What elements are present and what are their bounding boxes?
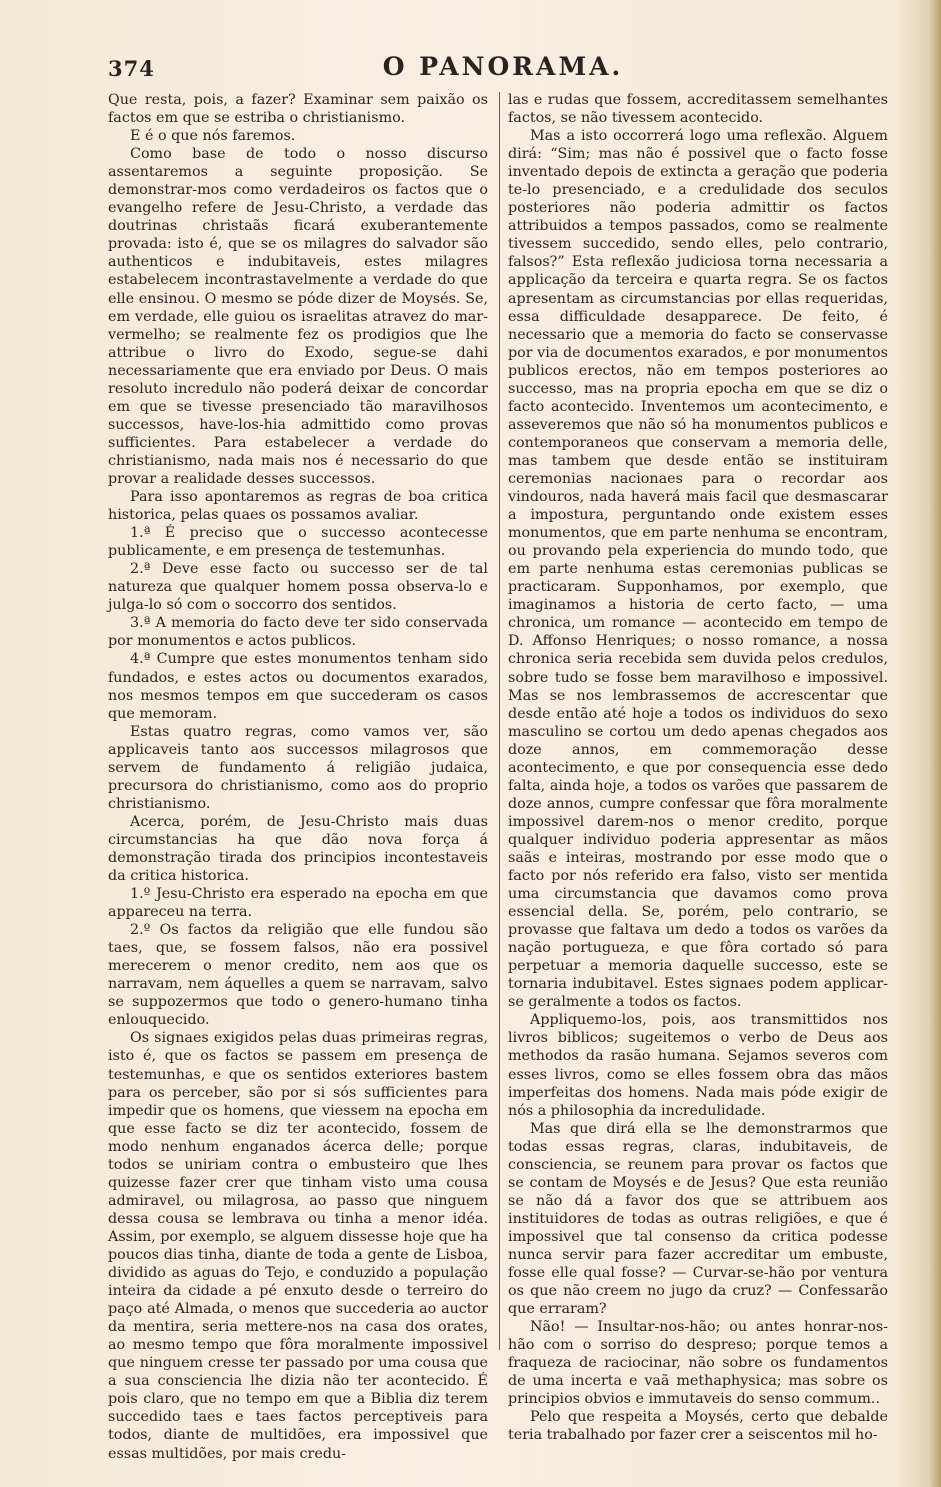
page-number: 374: [108, 56, 155, 81]
paragraph: Mas que dirá ella se lhe demonstrarmos que todas essas regras, claras, indubitaveis, de consciencia, se reunem para provar os factos que se contam de Moysés e de Jesus? Que esta reunião se não dá a favor dos que se attribuem aos instituidores de todas as outras religiões, e que é impossivel que tal consenso da critica podesse nunca servir para fazer accreditar um embuste, fosse elle qual fosse? — Curvar-se-hão por ventura os que não creem no jugo da cruz? — Confessarão que erraram?: [508, 1120, 888, 1318]
running-title: O PANORAMA.: [382, 52, 624, 81]
paragraph: Estas quatro regras, como vamos ver, são applicaveis tanto aos successos milagrosos que servem de fundamento á religião judaica, precursora do christianismo, como aos do proprio christianismo.: [108, 723, 488, 812]
circumstance-item-1: 1.º Jesu-Christo era esperado na epocha em que appareceu na terra.: [108, 886, 488, 921]
paragraph: Como base de todo o nosso discurso assentaremos a seguinte proposição. Se demonstrar-mos como verdadeiros os factos que o evangelho refere de Jesu-Christo, a verdade das doutrinas christaãs ficará exuberantemente provada: isto é, que se os milagres do salvador são authenticos e indubitaveis, estes milagres estabelecem incontrastavelmente a verdade do que elle ensinou. O mesmo se póde dizer de Moysés. Se, em verdade, elle guiou os israelitas atravez do mar-vermelho; se realmente fez os prodigios que lhe attribue o livro do Exodo, segue-se dahi necessariamente que era enviado por Deus. O mais resoluto incredulo não poderá deixar de concordar em que se tivesse presenciado tão maravilhosos successos, have-los-hia admittido como provas sufficientes. Para estabelecer a verdade do christianismo, nada mais nos é necessario do que provar a realidade desses successos.: [108, 146, 488, 487]
paragraph: Appliquemo-los, pois, aos transmittidos nos livros biblicos; sugeitemos o verbo de Deus aos methodos da rasão humana. Sejamos severos com esses livros, como se elles fossem obra das mãos imperfeitas dos homens. Nada mais póde exigir de nós a philosophia da incredulidade.: [508, 1012, 888, 1119]
paragraph: Acerca, porém, de Jesu-Christo mais duas circumstancias ha que dão nova força á demonstração tirada dos principios incontestaveis da critica historica.: [108, 813, 488, 885]
rule-item-3: 3.ª A memoria do facto deve ter sido conservada por monumentos e actos publicos.: [108, 615, 488, 650]
paragraph: E é o que nós faremos.: [130, 128, 296, 145]
left-column: [108, 91, 488, 1463]
right-column: [508, 91, 888, 1445]
page-edge: [929, 0, 941, 1487]
paragraph: Pelo que respeita a Moysés, certo que debalde teria trabalhado por fazer crer a seiscentos mil ho-: [508, 1409, 888, 1444]
rule-item-4: 4.ª Cumpre que estes monumentos tenham sido fundados, e estes actos ou documentos exarados, nos mesmos tempos em que succederam os casos que memoram.: [108, 651, 488, 722]
paragraph: Mas a isto occorrerá logo uma reflexão. Alguem dirá: “Sim; mas não é possivel que o facto fosse inventado depois de extincta a geração que poderia te-lo presenciado, e a credulidade dos seculos posteriores não poderia admittir os factos attribuidos a tempos passados, como se realmente tivessem succedido, sendo elles, pelo contrario, falsos?” Esta reflexão judiciosa torna necessaria a applicação da terceira e quarta regra. Se os factos apresentam as circumstancias por ellas requeridas, essa difficuldade desapparece. De feito, é necessario que a memoria do facto se conservasse por via de documentos exarados, e por monumentos publicos erectos, não em tempos posteriores ao successo, mas na propria epocha em que se diz o facto acontecido. Inventemos um acontecimento, e asseveremos que não só ha monumentos publicos e contemporaneos que conservam a memoria delle, mas tambem que desde então se instituiram ceremonias nacionaes para o recordar aos vindouros, nada haverá mais facil que desmascarar a impostura, perguntando onde existem esses monumentos, que em parte nenhuma se encontram, ou provando pela experiencia do mundo todo, que em parte nenhuma estas ceremonias publicas se practicaram. Supponhamos, por exemplo, que imaginamos a historia de certo facto, — uma chronica, um romance — acontecido em tempo de D. Affonso Henriques; o nosso romance, a nossa chronica seria recebida sem duvida pelos credulos, sobre tudo se fosse bem maravilhoso e impossivel. Mas se nos lembrassemos de accrescentar que desde então até hoje a todos os individuos do sexo masculino se cortou um dedo apenas chegados aos doze annos, em commemoração desse acontecimento, e que por consequencia esse dedo falta, ainda hoje, a todos os varões que passarem de doze annos, cumpre confessar que fôra moralmente impossivel darem-nos o menor credito, porque qualquer individuo poderia appresentar as mãos saãs e inteiras, mostrando por esse modo que o facto por nós referido era falso, visto ser mentida uma circumstancia que davamos como prova essencial della. Se, porém, pelo contrario, se provasse que faltava um dedo a todos os varões da nação portugueza, e que fôra cortado só para perpetuar a memoria daquelle successo, este se tornaria indubitavel. Estes signaes podem applicar-se geralmente a todos os factos.: [508, 128, 888, 1011]
paragraph: Que resta, pois, a fazer? Examinar sem paixão os factos em que se estriba o christianismo.: [108, 92, 488, 127]
rule-item-2: 2.ª Deve esse facto ou successo ser de tal natureza que qualquer homem possa observa-lo e julga-lo só com o soccorro dos sentidos.: [108, 561, 488, 614]
rule-item-1: 1.ª É preciso que o successo acontecesse publicamente, e em presença de testemunhas.: [108, 525, 488, 560]
circumstance-item-2: 2.º Os factos da religião que elle fundou são taes, que, se fossem falsos, não era possivel merecerem o menor credito, nem aos que os narravam, nem áquelles a quem se narravam, salvo se suppozermos que todo o genero-humano tinha enlouquecido.: [108, 922, 488, 1029]
paragraph: Não! — Insultar-nos-hão; ou antes honrar-nos-hão com o sorriso do despreso; porque temos a fraqueza de raciocinar, não sobre os fundamentos de uma incerta e vaã methaphysica; mas sobre os principios obvios e immutaveis do senso commum..: [508, 1319, 888, 1408]
column-divider: [499, 92, 500, 1350]
paragraph: Os signaes exigidos pelas duas primeiras regras, isto é, que os factos se passem em presença de testemunhas, e que os sentidos exteriores bastem para os perceber, são por si sós sufficientes para impedir que os homens, que viessem na epocha em que esse facto se diz ter acontecido, fossem de modo nenhum enganados ácerca delle; porque todos se uniriam contra o embusteiro que lhes quizesse fazer crer que tinham visto uma cousa admiravel, ou milagrosa, ao passo que ninguem dessa cousa se lembrava ou tinha a menor idéa. Assim, por exemplo, se alguem dissesse hoje que ha poucos dias tinha, diante de toda a gente de Lisboa, dividido as aguas do Tejo, e conduzido a população inteira da cidade a pé enxuto desde o terreiro do paço até Almada, o menos que succederia ao auctor da mentira, seria mettere-nos na casa dos orates, ao mesmo tempo que fôra moralmente impossivel que ninguem cresse ter passado por uma cousa que a sua consciencia lhe dizia não ter acontecido. É pois claro, que no tempo em que a Biblia diz terem succedido taes e taes factos perceptiveis para todos, diante de multidões, era impossivel que essas multidões, por mais credu-: [108, 1030, 488, 1462]
paragraph: Para isso apontaremos as regras de boa critica historica, pelas quaes os possamos avaliar.: [108, 489, 488, 524]
page-header: [108, 52, 898, 86]
paragraph: las e rudas que fossem, accreditassem semelhantes factos, se não tivessem acontecido.: [508, 92, 888, 127]
